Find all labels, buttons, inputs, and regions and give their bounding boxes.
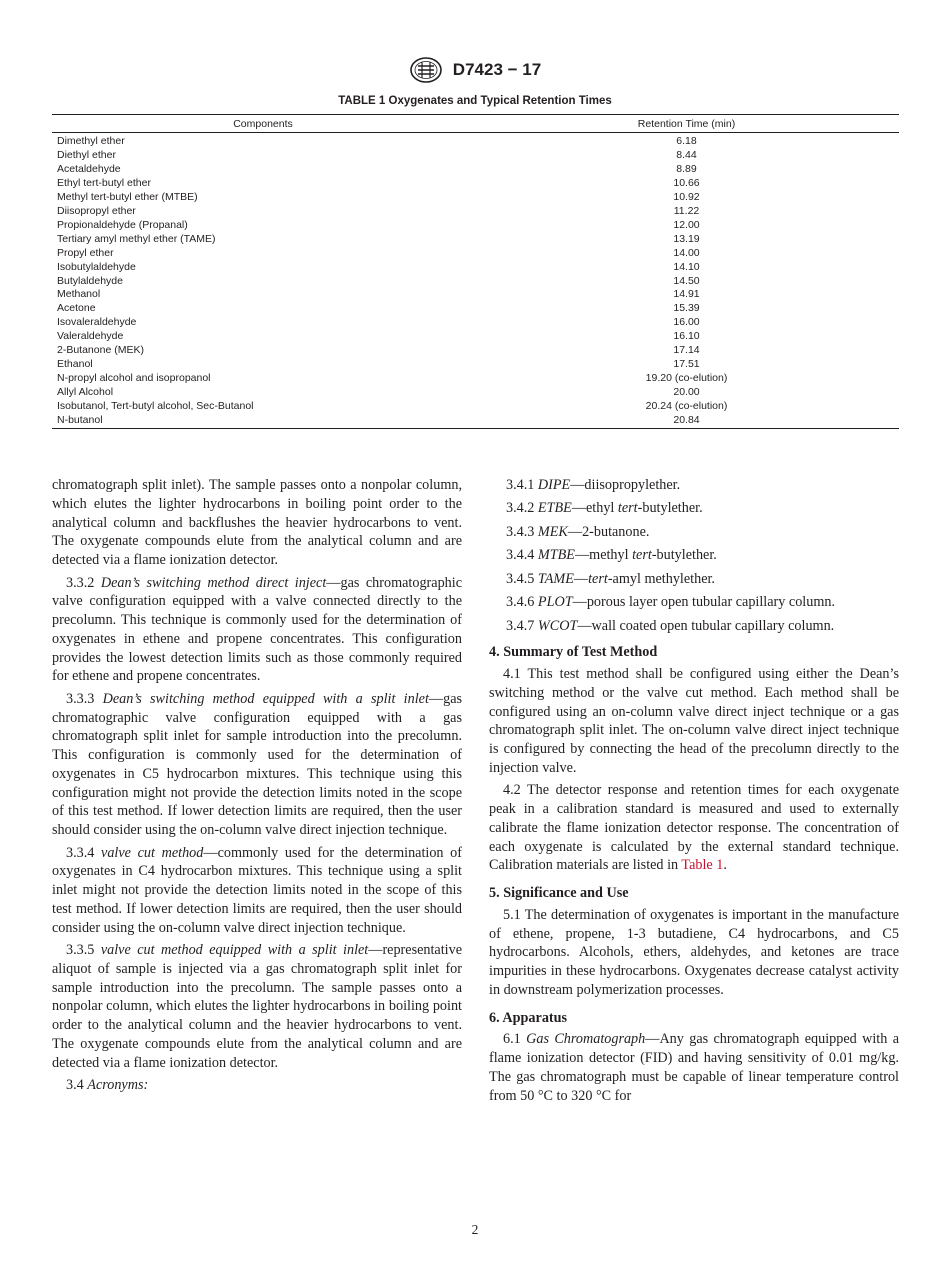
table-row xyxy=(52,163,899,177)
paragraph-5-1: 5.1 The determination of oxygenates is important in the manufacture of ethene, propene, 1-3 butadiene, C4 hydrocarbons, and C5 hydrocarbons. Alcohols, ethers, aldehydes, and ketones are trace impurities in these hydrocarbons. Oxygenates decrease catalyst activity in downstream polymerization processes. xyxy=(489,906,899,998)
acronym-3-4-1: 3.4.1 DIPE—diisopropylether. xyxy=(506,477,681,493)
component-cell: N-butanol xyxy=(52,414,474,428)
table-row xyxy=(52,330,899,344)
term: Dean’s switching method direct inject xyxy=(100,574,327,591)
table-row xyxy=(52,149,899,163)
table-row xyxy=(52,261,899,275)
table-row xyxy=(52,414,899,428)
component-cell: Methyl tert-butyl ether (MTBE) xyxy=(57,190,198,203)
standard-designation: D7423 − 17 xyxy=(452,60,542,79)
table-row xyxy=(52,219,899,233)
component-cell: Ethanol xyxy=(57,358,93,371)
table-body xyxy=(52,133,899,429)
component-cell: Valeraldehyde xyxy=(57,330,124,343)
table-row xyxy=(52,344,899,358)
component-cell: Isobutanol, Tert-butyl alcohol, Sec-Butanol xyxy=(57,400,254,413)
paragraph-3-3-3: 3.3.3 Dean’s switching method equipped with a split inlet—gas chromatographic valve configuration equipped with a gas chromatograph split inlet for sample introduction into the precolumn. This configuration is commonly used for the determination of oxygenates in C5 hydrocarbon mixtures. This technique using this configuration might not provide the detection limits noted in the scope of this test method. If lower detection limits are required, then the user should consider using the on-column valve direct injection technique. xyxy=(52,690,463,839)
retention-time-cell: 12.00 xyxy=(673,218,700,231)
table-row xyxy=(52,316,899,330)
term: Gas Chromatograph xyxy=(526,1031,646,1048)
acronym-3-4-7: 3.4.7 WCOT—wall coated open tubular capillary column. xyxy=(506,617,835,634)
retention-time-cell: 11.22 xyxy=(673,204,700,217)
retention-time-cell: 14.00 xyxy=(673,246,700,259)
component-cell: Isovaleraldehyde xyxy=(57,316,137,329)
retention-time-cell: 20.84 xyxy=(474,414,899,428)
column-header: Retention Time (min) xyxy=(474,115,899,133)
acronym-3-4-5: 3.4.5 TAME—tert-amyl methylether. xyxy=(506,570,715,587)
table-row xyxy=(52,358,899,372)
paragraph-3-3-2: 3.3.2 Dean’s switching method direct inject—gas chromatographic valve configuration equipped with a valve connected directly to the precolumn. This technique is commonly used for the determination of oxygenates in ethene and propene concentrates. This configuration provides the lowest detection limits such as those commonly required for ethene and propene concentrates. xyxy=(52,574,463,685)
acronym-3-4-4: 3.4.4 MTBE—methyl tert-butylether. xyxy=(506,547,717,564)
retention-time-cell: 14.91 xyxy=(673,288,700,301)
paragraph-3-4: 3.4 Acronyms: xyxy=(66,1077,149,1094)
table-1-link[interactable]: Table 1 xyxy=(681,857,724,874)
term: Dean’s switching method equipped with a split inlet xyxy=(102,690,429,707)
term: Acronyms: xyxy=(87,1077,149,1094)
component-cell: Butylaldehyde xyxy=(57,274,123,287)
table-row xyxy=(52,372,899,386)
component-cell: Acetaldehyde xyxy=(57,162,121,175)
table-row xyxy=(52,400,899,414)
table-row xyxy=(52,133,899,149)
acronym-3-4-2: 3.4.2 ETBE—ethyl tert-butylether. xyxy=(506,500,703,517)
table-row xyxy=(52,288,899,302)
component-cell: Methanol xyxy=(57,288,101,301)
component-cell: Propyl ether xyxy=(57,246,114,259)
retention-time-cell: 17.14 xyxy=(673,344,700,357)
paragraph-6-1: 6.1 Gas Chromatograph—Any gas chromatograph equipped with a flame ionization detector (FID) and having sensitivity of 0.01 mg/kg. The gas chromatograph must be capable of linear temperature control from 50 °C to 320 °C for xyxy=(489,1031,899,1104)
component-cell: Diethyl ether xyxy=(57,148,116,161)
retention-time-cell: 6.18 xyxy=(676,135,697,147)
component-cell: 2-Butanone (MEK) xyxy=(57,344,144,357)
term: valve cut method xyxy=(101,844,204,861)
retention-time-cell: 16.10 xyxy=(673,330,700,343)
paragraph-3-3-4: 3.3.4 valve cut method—commonly used for the determination of oxygenates in C4 hydrocarbon mixtures. This technique using a split inlet might not provide the detection limits noted in the scope of this test method. If lower detection limits are required, then the user should consider using the on-column valve direct injection technique. xyxy=(52,844,463,936)
component-cell: Ethyl tert-butyl ether xyxy=(57,176,151,189)
retention-time-cell: 19.20 (co-elution) xyxy=(645,372,728,385)
retention-time-cell: 14.10 xyxy=(673,260,700,273)
page-number: 2 xyxy=(471,1222,479,1237)
retention-time-cell: 16.00 xyxy=(673,316,700,329)
left-column xyxy=(52,476,462,1099)
retention-time-cell: 8.44 xyxy=(676,148,697,161)
table-row xyxy=(52,177,899,191)
acronym-3-4-3: 3.4.3 MEK—2-butanone. xyxy=(506,523,650,540)
oxygenates-table xyxy=(52,114,899,429)
table-title: TABLE 1 Oxygenates and Typical Retention Times xyxy=(338,95,612,107)
retention-time-cell: 10.92 xyxy=(673,190,700,203)
component-cell: Tertiary amyl methyl ether (TAME) xyxy=(57,232,216,245)
table-row xyxy=(52,233,899,247)
component-cell: Propionaldehyde (Propanal) xyxy=(57,218,188,231)
table-header-row xyxy=(52,115,899,133)
paragraph-3-3-1-continued: chromatograph split inlet). The sample passes onto a nonpolar column, which elutes the lighter hydrocarbons in boiling point order to the analytical column and backflushes the heavier hydrocarbons to vent. The oxygenate compounds elute from the analytical column and are detected via a flame ionization detector. xyxy=(52,477,462,568)
acronym-3-4-6: 3.4.6 PLOT—porous layer open tubular capillary column. xyxy=(506,594,836,611)
right-column xyxy=(489,476,899,1109)
retention-time-cell: 15.39 xyxy=(673,302,700,315)
astm-logo-icon xyxy=(409,56,443,84)
retention-time-cell: 20.24 (co-elution) xyxy=(645,400,728,413)
page-header xyxy=(0,56,950,84)
component-cell: N-propyl alcohol and isopropanol xyxy=(57,372,211,385)
section-heading-4: 4. Summary of Test Method xyxy=(489,644,658,661)
component-cell: Isobutylaldehyde xyxy=(57,260,136,273)
paragraph-4-2: 4.2 The detector response and retention times for each oxygenate peak in a calibration standard is measured and used to externally calibrate the flame ionization detector response. The concentration of each oxygenate is calculated by the external standard technique. Calibration materials are listed in Table 1. xyxy=(489,782,899,874)
term: valve cut method equipped with a split inlet xyxy=(100,942,369,959)
section-heading-5: 5. Significance and Use xyxy=(489,885,629,902)
table-row xyxy=(52,191,899,205)
paragraph-4-1: 4.1 This test method shall be configured using either the Dean’s switching method or the valve cut method. Each method shall be configured using an on-column valve direct inject technique or a gas chromatograph split inlet. The on-column valve direct inject technique is configured by connecting the head of the precolumn directly to the injection valve. xyxy=(489,666,899,776)
table-row xyxy=(52,302,899,316)
paragraph-3-3-5: 3.3.5 valve cut method equipped with a split inlet—representative aliquot of sample is injected via a gas chromatograph split inlet for sample introduction into the precolumn. The sample passes onto a nonpolar column, which elutes the lighter hydrocarbons in boiling point order to the analytical column and the heavier hydrocarbons to vent. The oxygenate compounds elute from the analytical column and are detected via a flame ionization detector. xyxy=(52,942,462,1071)
retention-time-cell: 10.66 xyxy=(673,176,700,189)
table-row xyxy=(52,386,899,400)
component-cell: Acetone xyxy=(57,302,96,315)
component-cell: Dimethyl ether xyxy=(57,135,125,147)
retention-time-cell: 8.89 xyxy=(676,162,697,175)
component-cell: Allyl Alcohol xyxy=(57,386,114,399)
table-row xyxy=(52,247,899,261)
retention-time-cell: 13.19 xyxy=(673,232,700,245)
section-heading-6: 6. Apparatus xyxy=(489,1009,568,1026)
retention-time-cell: 17.51 xyxy=(673,358,700,371)
table-row xyxy=(52,205,899,219)
retention-time-cell: 14.50 xyxy=(673,274,700,287)
table-row xyxy=(52,275,899,289)
column-header: Components xyxy=(52,115,474,133)
component-cell: Diisopropyl ether xyxy=(57,204,136,217)
retention-time-cell: 20.00 xyxy=(673,386,700,399)
